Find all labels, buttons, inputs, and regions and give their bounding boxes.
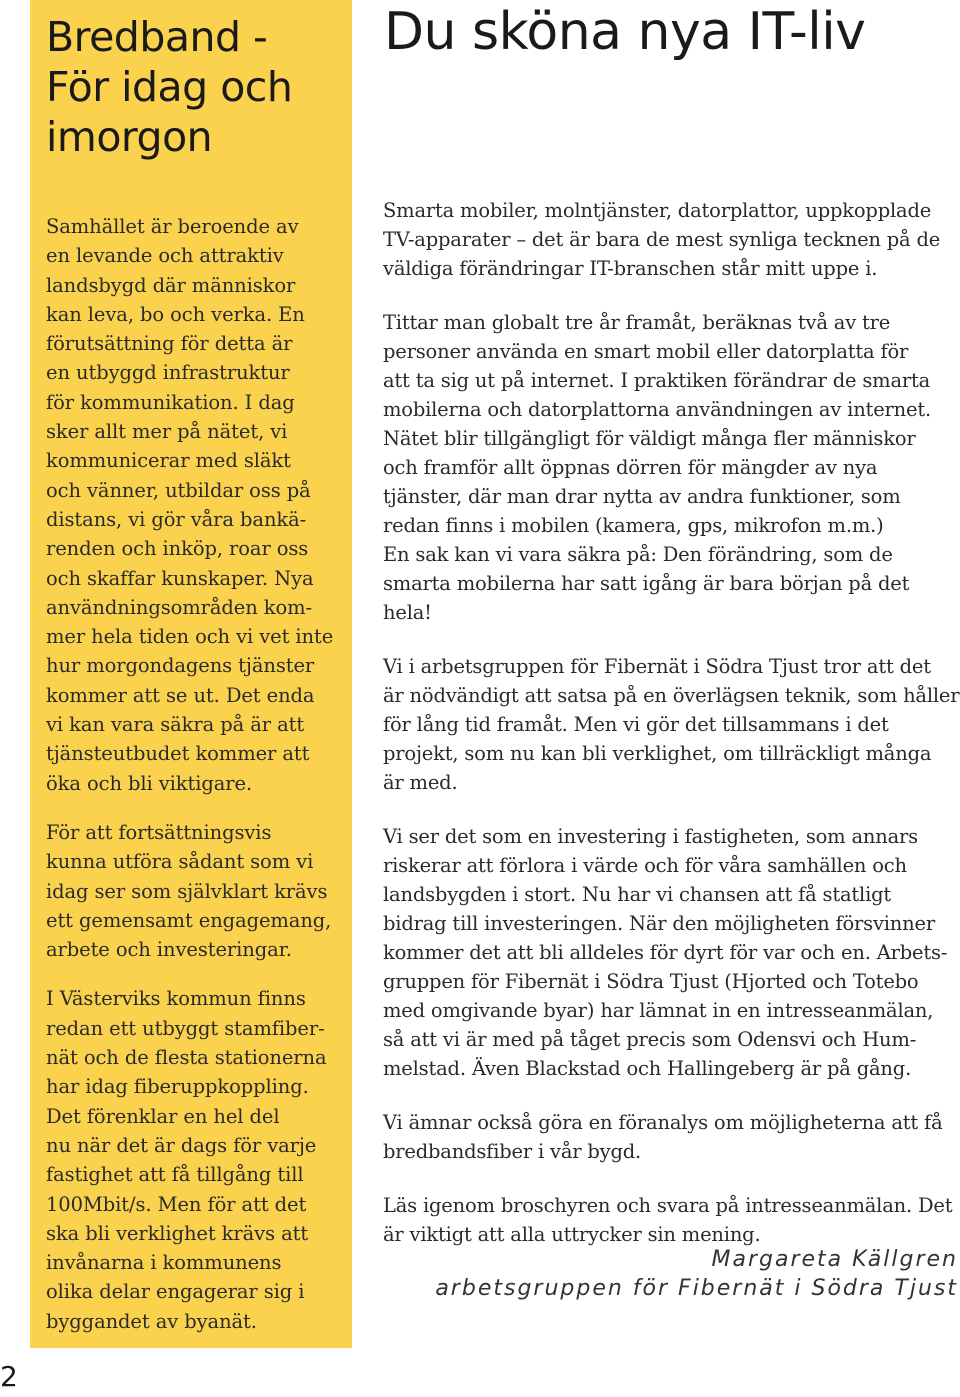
article-paragraph: Vi ser det som en investering i fastigheten, som annars riskerar att förlora i värde och för våra samhällen och landsbygden i stort. Nu har vi chansen att få statligt bidrag till investeringen. När den möjligheten försvinner kommer det att bli alldeles för dyrt för var och en. Arbets- gruppen för Fibernät i Södra Tjust (Hjorted och Totebo med omgivande byar) har lämnat in en intresseanmälan, så att vi är med på tåget precis som Odensvi och Hum- melstad. Även Blackstad och Hallingeberg är på gång. <box>383 825 948 1080</box>
article-paragraph: Läs igenom broschyren och svara på intresseanmälan. Det är viktigt att alla uttrycker sin mening. <box>383 1194 953 1246</box>
article-paragraph: Tittar man globalt tre år framåt, beräknas två av tre personer använda en smart mobil eller datorplatta för att ta sig ut på internet. I praktiken förändrar de smarta mobilerna och datorplattorna användningen av internet. Nätet blir tillgängligt för väldigt många fler människor och framför allt öppnas dörren för mängder av nya tjänster, där man drar nytta av andra funktioner, som redan finns i mobilen (kamera, gps, mikrofon m.m.) En sak kan vi vara säkra på: Den förändring, som de smarta mobilerna har satt igång är bara början på det hela! <box>383 311 931 624</box>
sidebar-body <box>46 212 338 1336</box>
sidebar-panel <box>30 0 352 1348</box>
sidebar-title: Bredband - För idag och imorgon <box>46 13 293 161</box>
sidebar-paragraph: För att fortsättningsvis kunna utföra sådant som vi idag ser som självklart krävs ett gemensamt engagemang, arbete och investeringar. <box>46 820 332 962</box>
sidebar-paragraph: I Västerviks kommun finns redan ett utbyggt stamfiber- nät och de flesta stationerna har idag fiberuppkoppling. Det förenklar en hel del nu när det är dags för varje fastighet att få tillgång till 100Mbit/s. Men för att det ska bli verklighet krävs att invånarna i kommunens olika delar engagerar sig i byggandet av byanät. <box>46 987 327 1333</box>
page-headline: Du sköna nya IT-liv <box>384 2 866 62</box>
signature-name: Margareta Källgren <box>711 1247 958 1272</box>
article-paragraph: Smarta mobiler, molntjänster, datorplattor, uppkopplade TV-apparater – det är bara de mest synliga tecknen på de väldiga förändringar IT-branschen står mitt uppe i. <box>383 199 941 280</box>
signature-group: arbetsgruppen för Fibernät i Södra Tjust <box>435 1276 958 1301</box>
article-paragraph: Vi i arbetsgruppen för Fibernät i Södra Tjust tror att det är nödvändigt att satsa på en överlägsen teknik, som håller för lång tid framåt. Men vi gör det tillsammans i det projekt, som nu kan bli verklighet, om tillräckligt många är med. <box>383 655 960 794</box>
sidebar-paragraph: Samhället är beroende av en levande och attraktiv landsbygd där människor kan leva, bo och verka. En förutsättning för detta är en utbyggd infrastruktur för kommunikation. I dag sker allt mer på nätet, vi kommunicerar med släkt och vänner, utbildar oss på distans, vi gör våra bankä- renden och inköp, roar oss och skaffar kunskaper. Nya användningsområden kom- mer hela tiden och vi vet inte hur morgondagens tjänster kommer att se ut. Det enda vi kan vara säkra på är att tjänsteutbudet kommer att öka och bli viktigare. <box>46 215 334 795</box>
article-paragraph: Vi ämnar också göra en föranalys om möjligheterna att få bredbandsfiber i vår bygd. <box>383 1111 943 1163</box>
signature-block <box>435 1245 958 1303</box>
page-number: 2 <box>0 1360 18 1393</box>
main-article-body <box>383 196 960 1274</box>
